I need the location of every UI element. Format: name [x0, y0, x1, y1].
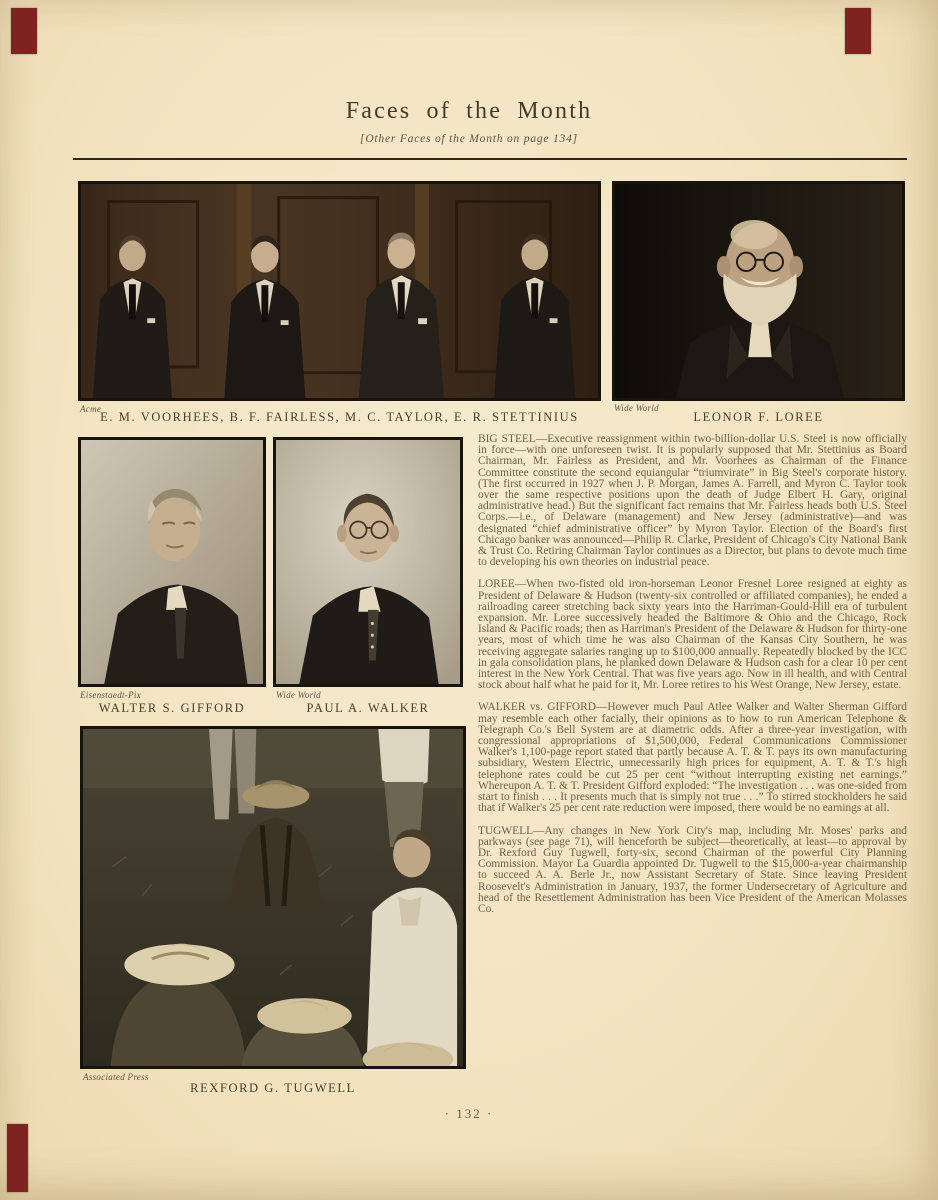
article-big-steel: BIG STEEL—Executive reassignment within two-billion-dollar U.S. Steel is now officially in force—with one unforeseen twist. It is popularly supposed that Mr. Stettinius as Board Chairman, Mr. Fairless as President, and Mr. Voorhees as Chairman of the Finance Committee constitute the second equiangular “triumvirate” in Big Steel's corporate history. (The first occurred in 1927 when J. P. Morgan, James A. Farrell, and Myron C. Taylor took over the same respective positions upon the death of Judge Elbert H. Gary, original administrative head.) But the significant fact remains that Mr. Fairless heads both U.S. Steel Corps.—i.e., of Delaware (management) and New Jersey (administrative)—and was designated “chief administrative officer” by Myron Taylor. Election of the Board's first Chicago banker was announced—Philip R. Clarke, President of Chicago's City National Bank & Trust Co. Retiring Chairman Taylor continues as a Director, but plans to devote much time to developing his own theories on industrial peace. — [478, 433, 907, 569]
header-rule — [73, 158, 907, 160]
photo-loree — [612, 181, 905, 401]
photo-caption-walker: PAUL A. WALKER — [306, 701, 430, 715]
red-stamp-bottom-left — [7, 1124, 28, 1192]
photo-steel-executives — [78, 181, 601, 401]
page-number: · 132 · — [444, 1106, 494, 1121]
red-stamp-top-left — [11, 8, 37, 54]
red-stamp-top-right — [845, 8, 871, 54]
page-subtitle: [Other Faces of the Month on page 134] — [360, 133, 578, 145]
photo-gifford — [78, 437, 266, 687]
photo-tugwell — [80, 726, 466, 1069]
photo-caption-loree: LEONOR F. LOREE — [693, 410, 824, 424]
article-walker-vs-gifford: WALKER vs. GIFFORD—However much Paul Atlee Walker and Walter Sherman Gifford may resemble each other facially, their opinions as to how to run American Telephone & Telegraph Co.'s Bell System are at diametric odds. After a three-year investigation, with congressional appropriations of $1,500,000, Federal Communications Commissioner Walker's 1,100-page report stated that partly because A. T. & T. pays its own manufacturing subsidiary, Western Electric, unnecessarily high prices for equipment, A. T. & T.'s high telephone rates could be cut 25 per cent “without interrupting existing net earnings.” Whereupon A. T. & T. President Gifford exploded: “The investigation . . . was one-sided from start to finish . . . It presents much that is simply not true . . .” To stirred stockholders he said that if Walker's 25 per cent rate reduction were imposed, there would be no earnings at all. — [478, 701, 907, 815]
photo-caption-tugwell: REXFORD G. TUGWELL — [190, 1081, 356, 1095]
article-loree: LOREE—When two-fisted old iron-horseman Leonor Fresnel Loree resigned at eighty as President of Delaware & Hudson (twenty-six controlled or affiliated companies), he ended a railroading career stretching back sixty years into the Harriman-Gould-Hill era of turbulent expansion. Mr. Loree successively headed the Baltimore & Ohio and the Chicago, Rock Island & Pacific roads; then as Harriman's President of the Delaware & Hudson for thirty-one years, most of which time he was also Chairman of the Kansas City Southern, he was receiving aggregate salaries ranging up to $100,000 annually. Repeatedly blocked by the ICC in gala consolidation plans, he planked down Delaware & Hudson cash for a clear 10 per cent interest in the New York Central. That was five years ago. Now in ill health, and with Central stock about half what he paid for it, Mr. Loree retires to his West Orange, New Jersey, estate. — [478, 578, 907, 692]
photo-caption-steel: E. M. VOORHEES, B. F. FAIRLESS, M. C. TAYLOR, E. R. STETTINIUS — [100, 410, 579, 424]
photo-caption-gifford: WALTER S. GIFFORD — [98, 701, 246, 715]
photo-credit-tugwell: Associated Press — [83, 1072, 149, 1082]
walker-illustration — [276, 440, 460, 684]
steel-executives-illustration — [81, 184, 598, 398]
loree-illustration — [615, 184, 902, 398]
photo-walker — [273, 437, 463, 687]
gifford-illustration — [81, 440, 263, 684]
photo-credit-steel: Acme — [80, 404, 102, 414]
page-title: Faces of the Month — [345, 98, 593, 124]
article-tugwell: TUGWELL—Any changes in New York City's map, including Mr. Moses' parks and parkways (see page 71), will henceforth be subject—theoretically, at least—to approval by Dr. Rexford Guy Tugwell, forty-six, second Chairman of the powerful City Planning Commission. Mayor La Guardia appointed Dr. Tugwell to the $15,000-a-year chairmanship to succeed A. A. Berle Jr., now Assistant Secretary of State. Since leaving President Roosevelt's Administration in January, 1937, the former Undersecretary of Agriculture and head of the Resettlement Administration has been Vice President of the American Molasses Co. — [478, 824, 907, 915]
photo-credit-walker: Wide World — [276, 690, 321, 700]
photo-credit-gifford: Eisenstaedt-Pix — [80, 690, 141, 700]
photo-credit-loree: Wide World — [614, 403, 659, 413]
tugwell-illustration — [83, 729, 463, 1066]
article-column — [478, 434, 907, 926]
